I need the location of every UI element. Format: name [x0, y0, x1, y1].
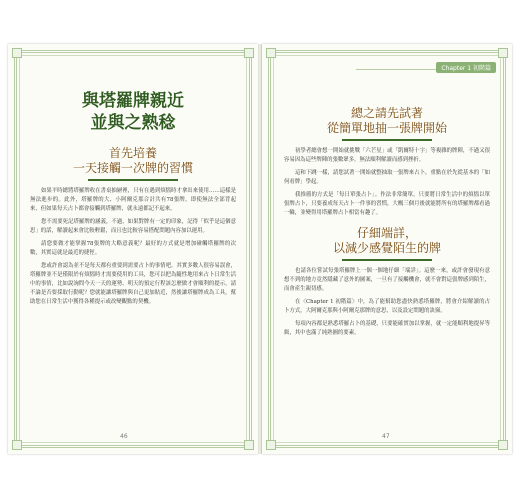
corner-ornament	[498, 440, 508, 450]
section-heading-block	[30, 146, 236, 181]
book-spread	[8, 44, 512, 454]
corner-ornament	[244, 440, 254, 450]
body-paragraph: 也請各位嘗試每張塔羅牌上一個一個地仔細「端詳」。這麼一來，或許會發現有意想不到的地方竟然隱藏了意外的圖案，一旦有了接觸機會，就不會對這張牌感到陌生，而會產生親切感。	[284, 268, 490, 292]
page-number: 46	[120, 433, 128, 440]
chapter-title-line2: 並與之熟稔	[90, 113, 176, 133]
heading-underline	[88, 179, 178, 181]
body-paragraph: 您不需要死記塔羅牌的涵義，不過，如果對牌有一定的印象，記得「似乎是這個意思」的話，解讀起來會比較輕鬆，而且也比較容易搭配問題內容加以運用。	[30, 219, 236, 234]
heading-underline	[342, 259, 432, 261]
body-paragraph: 我推薦的方式是「每日單張占卜」。作法非常簡單，只要將日常生活中的煩惱以單張牌占卜，只要養成每天占卜一件事的習慣，大概三個月後就能將所有的塔羅牌都看過一輪，並變得用塔羅牌占卜相當有趣了。	[284, 192, 490, 216]
body-paragraph: 每項內容都是熟悉塔羅占卜的基礎，只要能確實加以掌握，就一定能順利地提昇等級，其中也滿了純熟圖的要素。	[284, 321, 490, 336]
left-page-content	[30, 90, 236, 311]
heading-underline	[342, 139, 432, 141]
chapter-title	[30, 90, 236, 134]
left-page	[8, 44, 258, 454]
section-subheading: 以減少感覺陌生的牌	[332, 241, 441, 255]
right-page-content	[284, 100, 490, 342]
body-paragraph: 在〈Chapter 1 初階篇〉中，為了能幫助您盡快熟悉塔羅牌，將會介紹解讀的占卜方式，大阿爾克那與小阿爾克那牌的意思，以及設定問題的訣竅。	[284, 299, 490, 314]
section-subheading: 一天接觸一次牌的習慣	[72, 161, 193, 175]
right-page	[262, 44, 512, 454]
section-heading: 總之請先試著	[350, 106, 423, 120]
page-number: 47	[382, 433, 390, 440]
body-paragraph: 請您要做才能掌握78張牌的大略意義呢？最好的方式就是增加碰觸塔羅牌的次數，其實這就是最近的捷徑。	[30, 241, 236, 256]
section-heading: 仔細端詳，	[356, 226, 417, 240]
corner-ornament	[12, 440, 22, 450]
body-paragraph: 您或許會認為並不是每天都有重要到需要占卜的事情吧。其實多數人很容易誤會，塔羅牌並不是僅限於有煩惱時才需要使用的工具，您可以把為隨性地用來占卜日常生活中的事情，比如說詢問今天一天的運勢、明天的預定行程該怎麼做才會順利的提示，請不論是否要採取行動呢？您就能讓塔羅牌與自己更加貼近，然後讓塔羅牌成為工具，幫助您在日常生活中獲得各種提示或改變觀點的契機。	[30, 263, 236, 305]
section-heading-block	[284, 226, 490, 261]
section-heading: 首先培養	[108, 146, 157, 160]
body-paragraph: 如果平時總將塔羅牌收在書桌抽屜裡，只有在遇到煩惱時才拿出來使用……這樣是無法進步的。此外，塔羅牌的大、小阿爾克那合計共有78張牌，即使無法全部背起來，但如果每天占卜都會接觸到塔羅牌，就永遠都記不起來。	[30, 188, 236, 212]
running-header-tab: Chapter 1 初階篇	[436, 62, 496, 73]
section-subheading: 從簡單地抽一張牌開始	[326, 121, 447, 135]
corner-ornament	[12, 48, 22, 58]
chapter-title-line1: 與塔羅牌親近	[82, 91, 184, 111]
corner-ornament	[266, 48, 276, 58]
section-heading-block	[284, 106, 490, 141]
body-paragraph: 初學者總會想一開始就挑戰「六芒星」或「凱爾特十字」等複雜的牌陣，不過又很容易因為這些牌陣的張數眾多，無法順利解讀而感到挫折。	[284, 148, 490, 163]
corner-ornament	[244, 48, 254, 58]
corner-ornament	[498, 48, 508, 58]
body-paragraph: 這和下跳一樣，請您試著一開始就整抽取一張牌來占卜，重點在於先從基本的「如何看牌」學起。	[284, 170, 490, 185]
corner-ornament	[266, 440, 276, 450]
